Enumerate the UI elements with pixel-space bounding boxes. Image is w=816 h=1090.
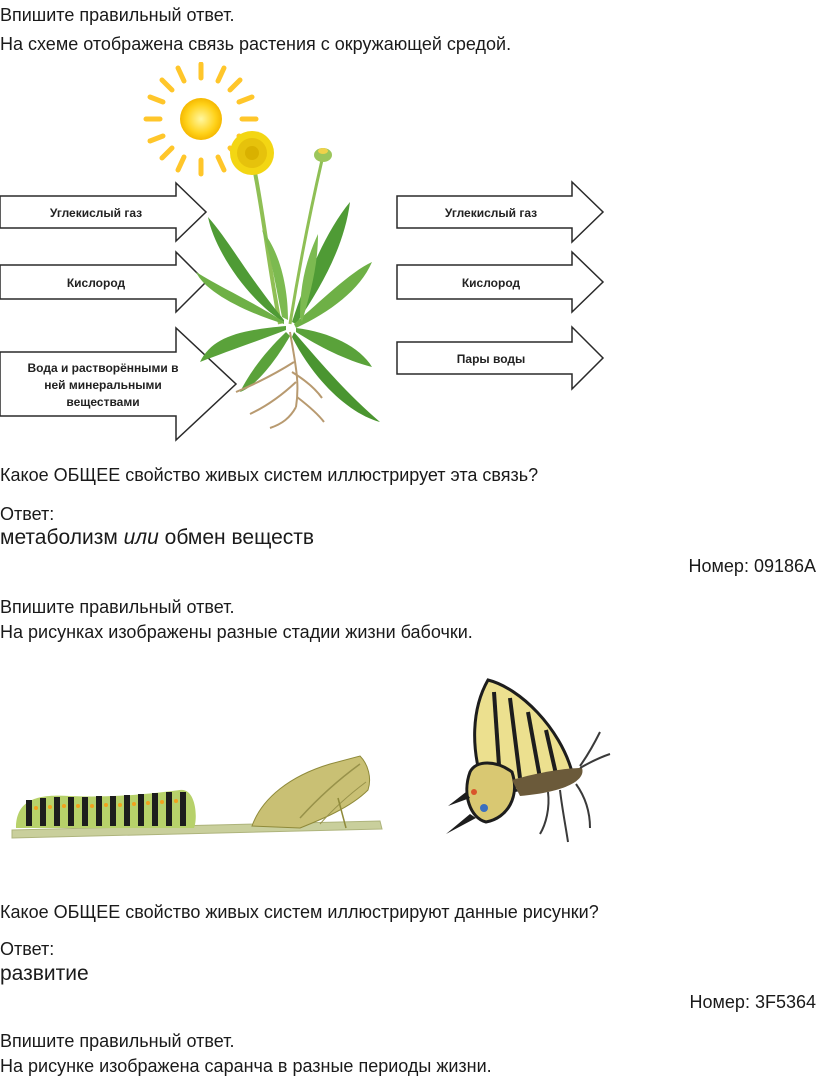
q2-intro: На рисунках изображены разные стадии жизни бабочки. <box>0 622 473 642</box>
q3-intro: На рисунке изображена саранча в разные периоды жизни. <box>0 1056 492 1076</box>
pupa-icon <box>252 756 370 828</box>
q2-answer: развитие <box>0 962 89 985</box>
arrow-out-oxygen-label: Кислород <box>461 276 521 290</box>
q1-intro: На схеме отображена связь растения с окружающей средой. <box>0 34 512 54</box>
arrow-in-water <box>0 328 236 440</box>
arrow-in-oxygen <box>0 252 206 312</box>
arrow-in-co2 <box>0 183 206 241</box>
q2-instruction: Впишите правильный ответ. <box>0 597 235 617</box>
arrow-in-oxygen-label: Кислород <box>66 276 126 290</box>
q1-answer-label: Ответ: <box>0 504 55 524</box>
caterpillar-icon <box>16 790 196 828</box>
arrow-out-vapor <box>397 327 603 389</box>
q2-question: Какое ОБЩЕЕ свойство живых систем иллюстрируют данные рисунки? <box>0 902 599 922</box>
q1-answer <box>0 525 314 551</box>
butterfly-icon <box>446 680 610 842</box>
q1-question: Какое ОБЩЕЕ свойство живых систем иллюстрирует эта связь? <box>0 465 539 485</box>
q1-number: Номер: 09186A <box>688 556 816 576</box>
q2-number: Номер: 3F5364 <box>689 992 816 1012</box>
plant-environment-diagram <box>0 62 610 450</box>
q3-instruction: Впишите правильный ответ. <box>0 1031 235 1051</box>
arrow-out-co2-label: Углекислый газ <box>444 206 538 220</box>
arrow-in-water-label-2: ней минеральными <box>44 378 162 392</box>
arrow-out-oxygen <box>397 252 603 312</box>
q1-answer-part1: метаболизм <box>0 526 118 549</box>
q1-answer-or: или <box>123 526 159 549</box>
q2-answer-label: Ответ: <box>0 939 55 959</box>
arrow-in-water-label-1: Вода и растворёнными в <box>27 361 179 375</box>
arrow-in-co2-label: Углекислый газ <box>49 206 143 220</box>
arrow-out-vapor-label: Пары воды <box>456 352 526 366</box>
butterfly-stages-illustration <box>0 668 620 848</box>
q1-instruction: Впишите правильный ответ. <box>0 5 235 25</box>
arrow-out-co2 <box>397 182 603 242</box>
q1-answer-part2: обмен веществ <box>164 526 315 549</box>
arrow-in-water-label-3: веществами <box>66 395 140 409</box>
